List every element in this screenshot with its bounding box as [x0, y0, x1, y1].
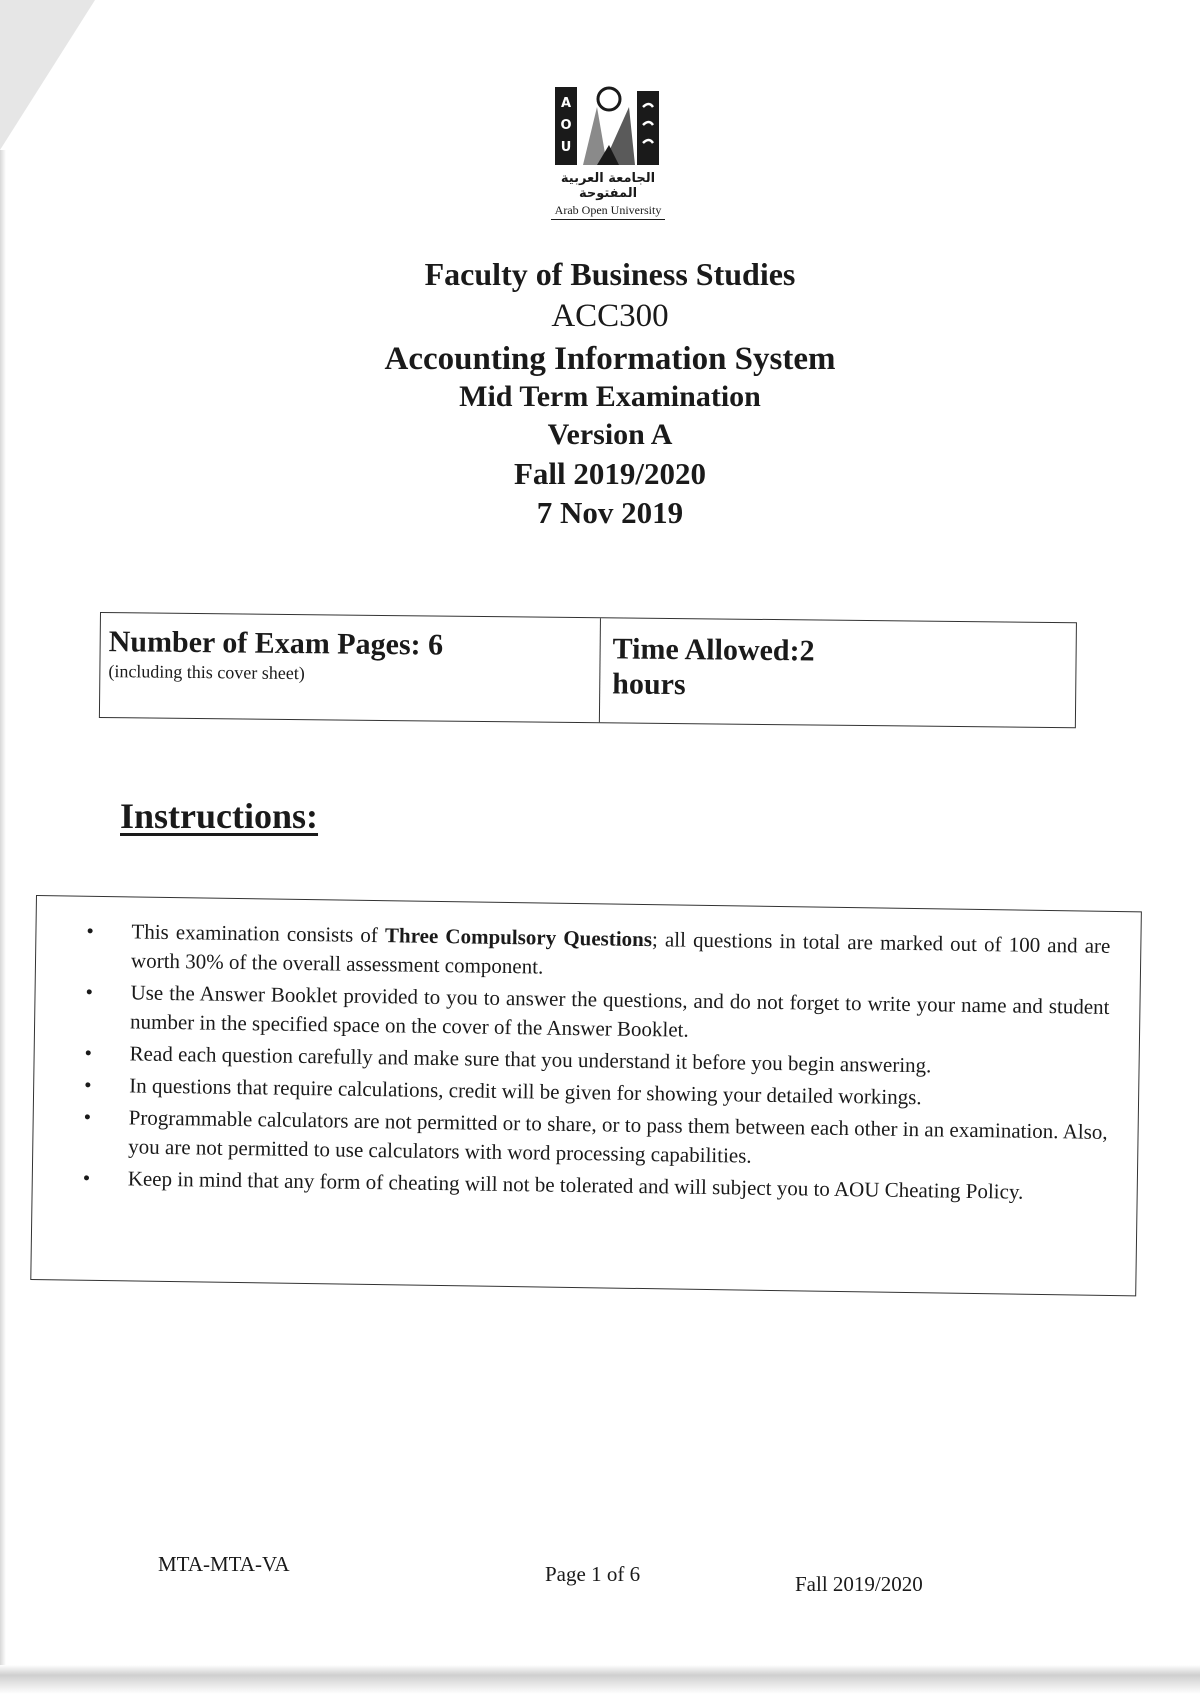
logo-english-name: Arab Open University — [551, 203, 666, 220]
exam-pages-note: (including this cover sheet) — [108, 661, 305, 684]
scan-edge-bottom — [0, 1665, 1200, 1694]
instruction-item: • Use the Answer Booklet provided to you to answer the questions, and do not forget to write your name and student number in the specified space on the cover of the Answer Booklet. — [85, 979, 1110, 1042]
footer-page-number: Page 1 of 6 — [545, 1562, 641, 1586]
logo-letter-a: A — [560, 96, 572, 111]
instruction-item: • In questions that require calculations, credit will be given for showing your detailed workings. — [84, 1072, 922, 1110]
instruction-item: • Read each question carefully and make sure that you understand it before you begin answering. — [84, 1040, 932, 1078]
bullet-icon: • — [85, 979, 94, 1004]
university-logo — [538, 85, 678, 220]
bullet-icon: • — [86, 918, 95, 943]
instruction-item: • This examination consists of Three Compulsory Questions; all questions in total are marked out of 100 and are worth 30% of the overall assessment component. — [86, 918, 1111, 979]
scan-edge-left — [0, 150, 6, 1694]
exam-title-block — [300, 258, 920, 528]
bullet-icon: • — [84, 1040, 93, 1065]
exam-info-table — [99, 612, 1077, 728]
bullet-icon: • — [84, 1072, 92, 1097]
instruction-item: • Keep in mind that any form of cheating will not be tolerated and will subject you to AOU Cheating Policy. — [82, 1165, 1024, 1204]
time-allowed-cell — [600, 618, 1076, 727]
logo-letter-o: O — [560, 118, 572, 133]
compulsory-questions-text: Three Compulsory Questions — [384, 923, 653, 952]
faculty-name: Faculty of Business Studies — [424, 256, 796, 292]
exam-type: Mid Term Examination — [459, 380, 761, 413]
course-code: ACC300 — [551, 298, 669, 334]
folded-corner — [0, 0, 95, 150]
exam-semester: Fall 2019/2020 — [513, 456, 707, 491]
course-name: Accounting Information System — [384, 341, 836, 377]
aou-logo-icon — [553, 85, 663, 167]
exam-date: 7 Nov 2019 — [536, 495, 684, 530]
instructions-box — [30, 895, 1142, 1296]
footer-exam-code: MTA-MTA-VA — [158, 1552, 290, 1576]
bullet-icon: • — [83, 1104, 92, 1129]
exam-pages-cell — [100, 613, 601, 722]
time-allowed-label: Time Allowed:2 hours — [612, 632, 815, 701]
instruction-item: • Programmable calculators are not permitted or to share, or to pass them between each other in an examination. Also, you are not permitted to use calculators with word processing capabilities. — [83, 1104, 1108, 1168]
exam-version: Version A — [547, 418, 673, 451]
logo-arabic-name: الجامعة العربية المفتوحة — [560, 171, 656, 201]
instructions-heading: Instructions: — [120, 796, 319, 836]
exam-pages-label: Number of Exam Pages: 6 — [108, 625, 444, 662]
instructions-list — [83, 917, 1111, 1208]
footer-semester: Fall 2019/2020 — [795, 1572, 923, 1596]
logo-letter-u: U — [560, 140, 572, 155]
bullet-icon: • — [82, 1165, 91, 1190]
